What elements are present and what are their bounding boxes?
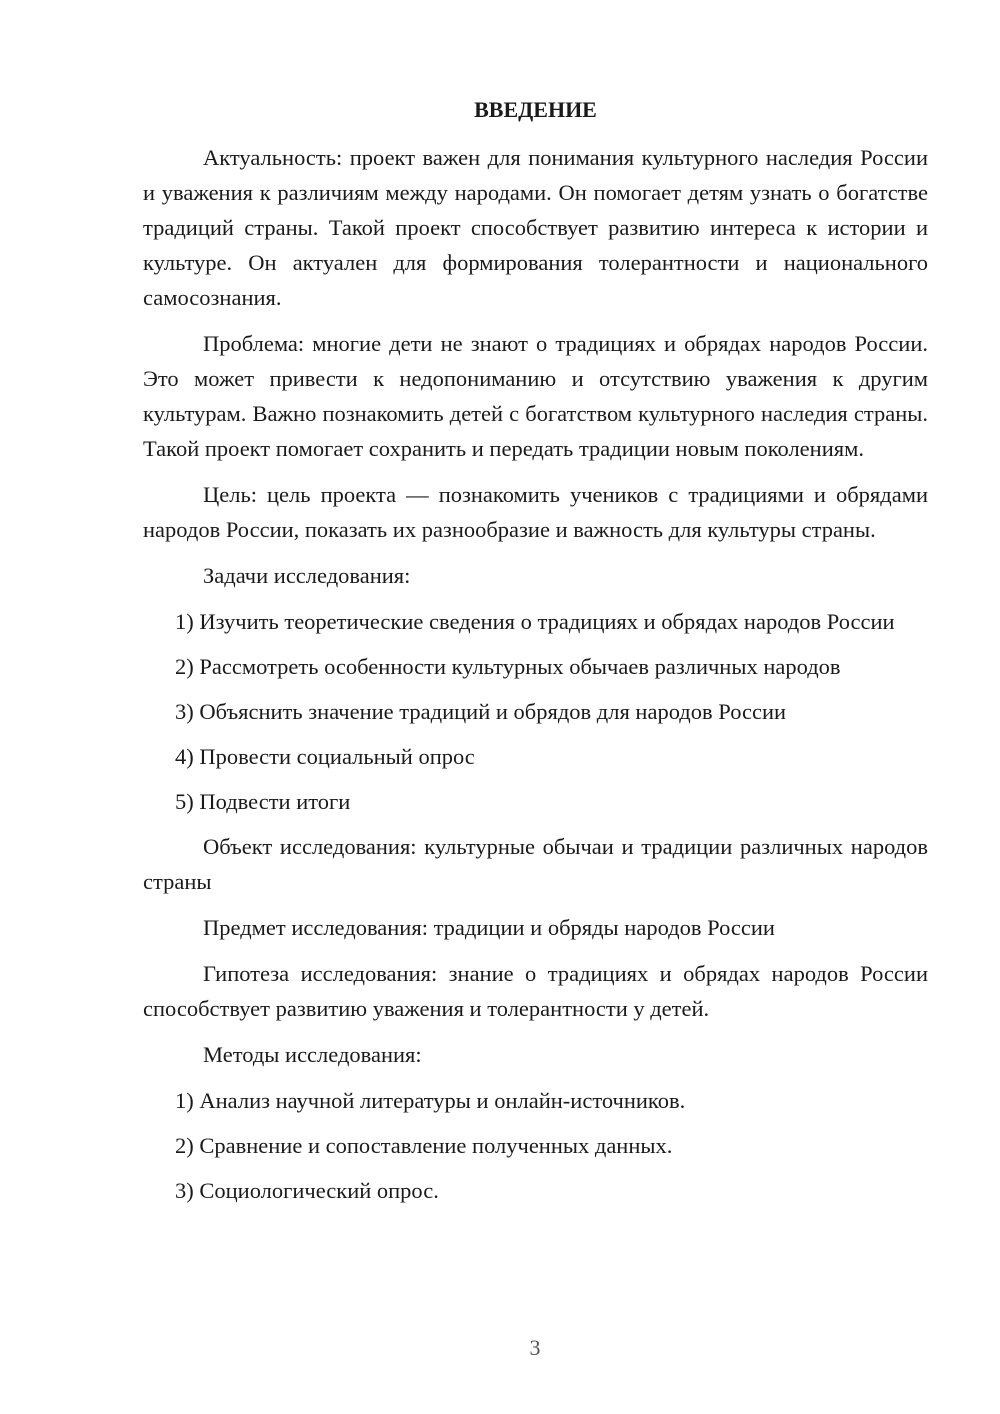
method-item: 3) Социологический опрос. xyxy=(175,1178,439,1203)
problem-paragraph: Проблема: многие дети не знают о традициях и обрядах народов России. Это может привести к недопониманию и отсутствию уважения к другим культурам. Важно познакомить детей с богатством культурного наследия страны. Такой проект помогает сохранить и передать традиции новым поколениям. xyxy=(143,331,928,461)
subject-paragraph: Предмет исследования: традиции и обряды народов России xyxy=(203,915,775,940)
relevance-paragraph: Актуальность: проект важен для понимания культурного наследия России и уважения к различиям между народами. Он помогает детям узнать о богатстве традиций страны. Такой проект способствует развитию интереса к истории и культуре. Он актуален для формирования толерантности и национального самосознания. xyxy=(143,145,928,310)
section-heading: ВВЕДЕНИЕ xyxy=(474,97,597,122)
object-paragraph: Объект исследования: культурные обычаи и традиции различных народов страны xyxy=(143,834,928,894)
document-page xyxy=(143,92,928,1218)
hypothesis-paragraph: Гипотеза исследования: знание о традициях и обрядах народов России способствует развитию уважения и толерантности у детей. xyxy=(143,961,928,1021)
tasks-title: Задачи исследования: xyxy=(203,563,411,588)
task-item: 2) Рассмотреть особенности культурных обычаев различных народов xyxy=(175,654,841,679)
task-item: 5) Подвести итоги xyxy=(175,789,351,814)
methods-title: Методы исследования: xyxy=(203,1042,422,1067)
task-item: 4) Провести социальный опрос xyxy=(175,744,475,769)
task-item: 1) Изучить теоретические сведения о традициях и обрядах народов России xyxy=(175,609,895,634)
goal-paragraph: Цель: цель проекта — познакомить учеников с традициями и обрядами народов России, показать их разнообразие и важность для культуры страны. xyxy=(143,482,928,542)
method-item: 1) Анализ научной литературы и онлайн-источников. xyxy=(175,1088,686,1113)
page-number: 3 xyxy=(529,1335,541,1360)
task-item: 3) Объяснить значение традиций и обрядов для народов России xyxy=(175,699,787,724)
method-item: 2) Сравнение и сопоставление полученных данных. xyxy=(175,1133,673,1158)
